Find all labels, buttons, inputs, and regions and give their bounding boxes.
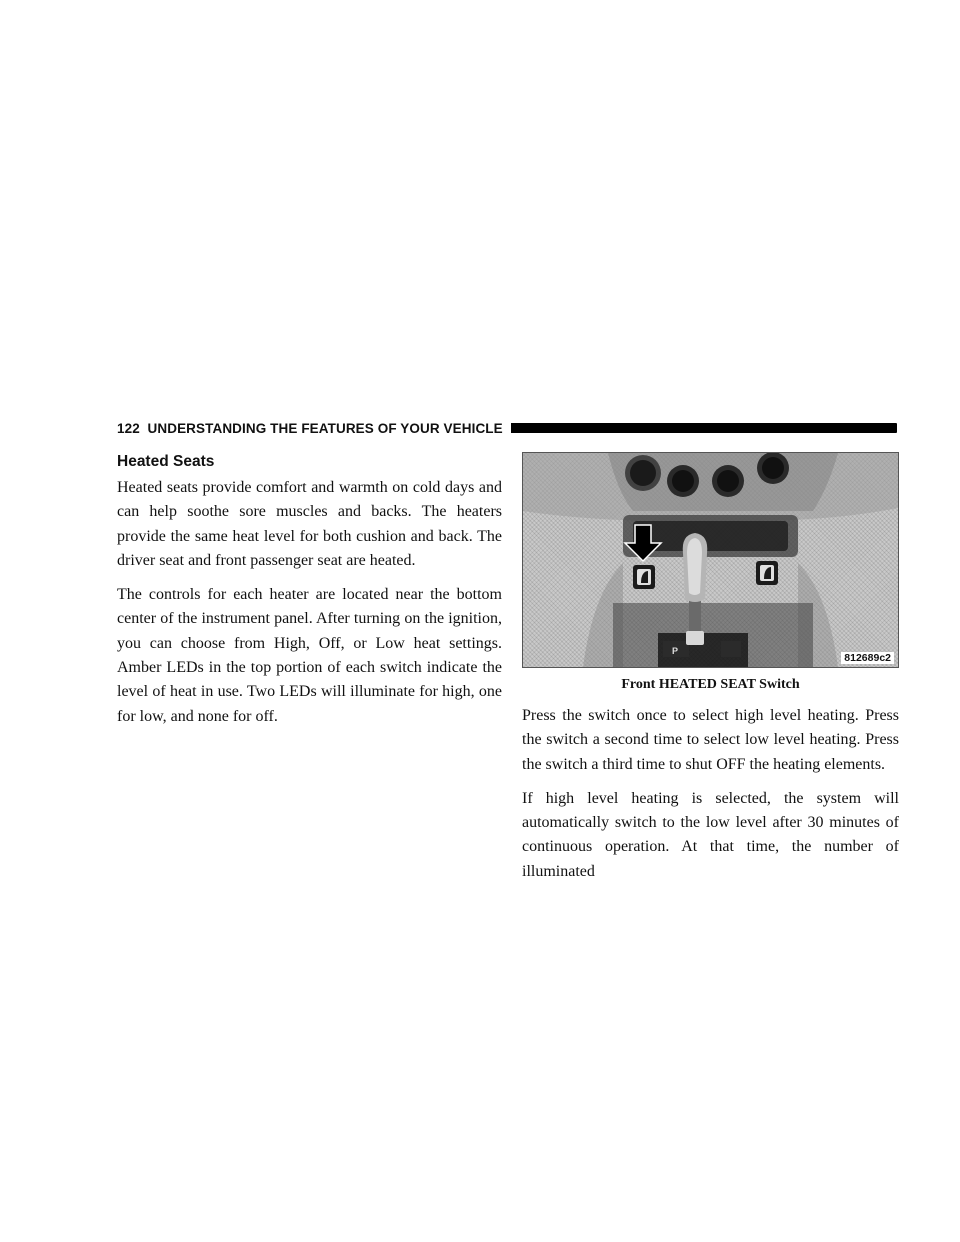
- console-illustration: [523, 453, 898, 667]
- section-heading: Heated Seats: [117, 453, 215, 470]
- figure-caption: Front HEATED SEAT Switch: [621, 677, 800, 692]
- paragraph-controls: The controls for each heater are located near the bottom center of the instrument panel. After turning on the ignition, you can choose from High, Off, or Low heat settings. Amber LEDs in the top portion of each switch indicate the level of heat in use. Two LEDs will illuminate for high, one for low, and none for off.: [117, 586, 502, 725]
- paragraph-intro: Heated seats provide comfort and warmth on cold days and can help soothe sore muscles and backs. The heaters provide the same heat level for both cushion and back. The driver seat and front passenger seat are heated.: [117, 479, 502, 569]
- page-header: [117, 417, 897, 439]
- page-header-text: [117, 421, 503, 436]
- heated-seat-switch-photo: [522, 452, 899, 668]
- right-heated-seat-switch: [756, 561, 778, 585]
- climate-knob-left: [625, 455, 661, 491]
- page-number: 122: [117, 420, 140, 436]
- left-column: [117, 452, 502, 739]
- figure-id-label: 812689c2: [841, 652, 894, 664]
- section-title: UNDERSTANDING THE FEATURES OF YOUR VEHICLE: [147, 420, 503, 436]
- paragraph-auto-switch: If high level heating is selected, the system will automatically switch to the low level after 30 minutes of continuous operation. At that time, the number of illuminated: [522, 789, 899, 880]
- left-heated-seat-switch: [633, 565, 655, 589]
- header-rule: [511, 423, 897, 433]
- right-column: [522, 452, 899, 894]
- gear-indicator: P: [672, 646, 679, 656]
- paragraph-operation: Press the switch once to select high level heating. Press the switch a second time to select low level heating. Press the switch a third time to shut OFF the heating elements.: [522, 707, 899, 773]
- climate-knob-center-right: [712, 465, 744, 497]
- climate-knob-right: [757, 453, 789, 484]
- climate-knob-center-left: [667, 465, 699, 497]
